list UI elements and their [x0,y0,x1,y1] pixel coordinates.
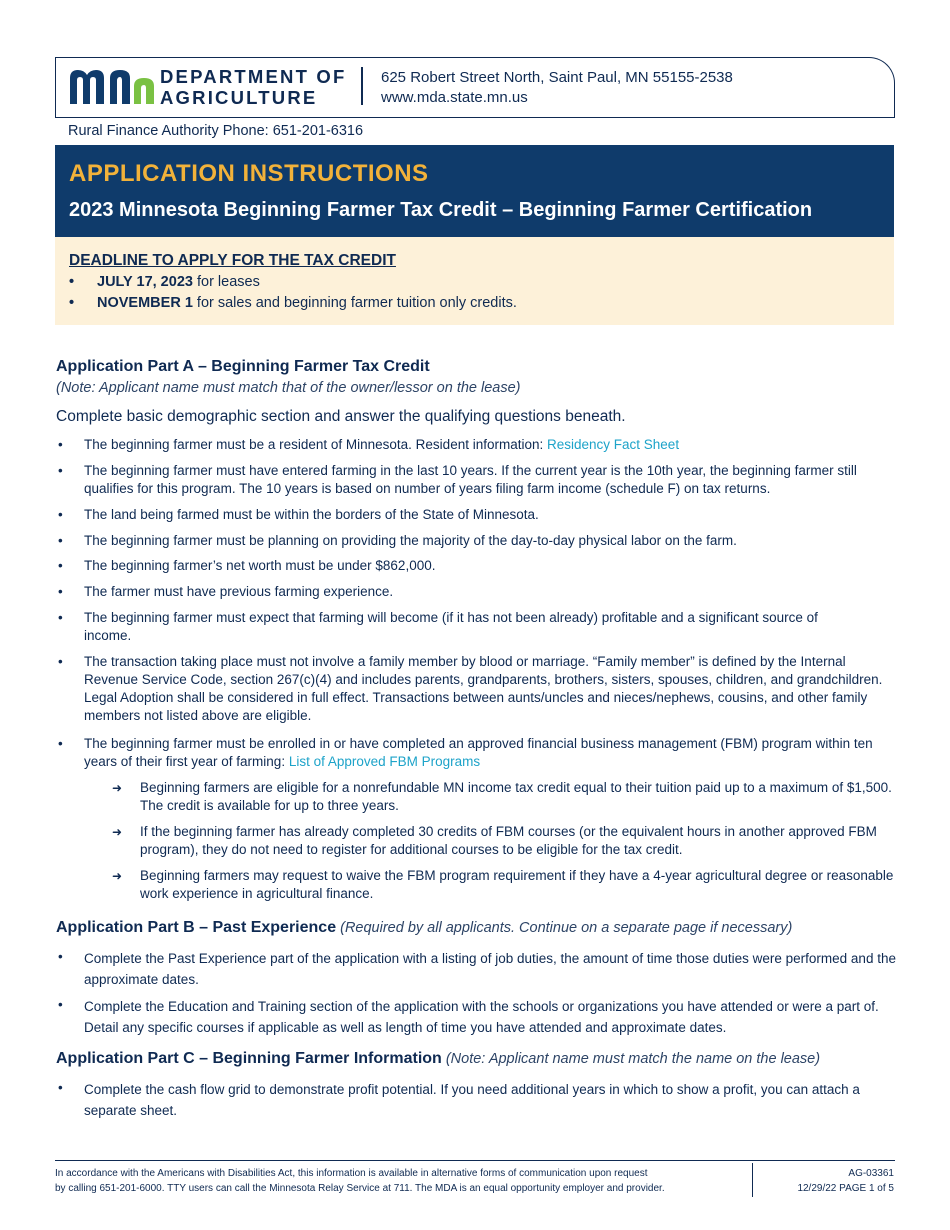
fbm-programs-link[interactable]: List of Approved FBM Programs [288,754,481,769]
bullet-text: Complete the Education and Training section of the application with the schools or organizations you have attended or were a part of. Detail any specific courses if applicable as well as length of time you have attended and approximate dates. [84,999,879,1035]
bullet-text: The beginning farmer must be a resident of Minnesota. Resident information: [84,437,547,452]
deadline-item: • NOVEMBER 1 for sales and beginning farmer tuition only credits. [69,295,517,311]
list-item: • Complete the Education and Training section of the application with the schools or organizations you have attended or were a part of. Detail any specific courses if applicable as well as length of time you have attended and approximate dates. [56,996,896,1038]
list-item: • The beginning farmer must be a resident of Minnesota. Resident information: Residency Fact Sheet [58,437,680,452]
deadline-title: DEADLINE TO APPLY FOR THE TAX CREDIT [69,252,396,269]
residency-fact-sheet-link[interactable]: Residency Fact Sheet [547,437,680,452]
footer-separator [752,1163,753,1197]
list-item: • The land being farmed must be within the borders of the State of Minnesota. [56,506,896,524]
part-c-heading [56,1050,820,1068]
part-a-heading: Application Part A – Beginning Farmer Tax Credit [56,358,430,375]
deadline-desc: for sales and beginning farmer tuition only credits. [192,295,517,311]
bullet-text: The beginning farmer must have entered farming in the last 10 years. If the current year is the 10th year, the beginning farmer still qualifies for this program. The 10 years is based on number of years filing farm income (schedule F) on tax returns. [84,463,857,496]
sub-bullet-text: Beginning farmers may request to waive the FBM program requirement if they have a 4-year agricultural degree or reasonable work experience in agricultural finance. [140,868,894,901]
sub-bullet-text: If the beginning farmer has already completed 30 credits of FBM courses (or the equivalent hours in another approved FBM program), they do not need to register for additional courses to be eligible for the tax credit. [140,824,877,857]
list-item: • The beginning farmer must be planning on providing the majority of the day-to-day physical labor on the farm. [56,532,896,550]
deadline-item: • JULY 17, 2023 for leases [69,274,260,290]
list-item: • The beginning farmer’s net worth must be under $862,000. [56,557,896,575]
part-b-note: (Required by all applicants. Continue on a separate page if necessary) [336,920,793,936]
list-item: • The beginning farmer must have entered farming in the last 10 years. If the current year is the 10th year, the beginning farmer still qualifies for this program. The 10 years is based on number of years filing farm income (schedule F) on tax returns. [56,462,896,498]
part-a-lead: Complete basic demographic section and answer the qualifying questions beneath. [56,408,626,425]
website-link[interactable]: www.mda.state.mn.us [381,89,528,106]
bullet-text: The beginning farmer must be enrolled in or have completed an approved financial business management (FBM) program within ten years of their first year of farming: [84,736,873,769]
title-band [55,145,894,237]
part-c-note: (Note: Applicant name must match the name on the lease) [441,1051,821,1067]
footer-divider [55,1160,895,1161]
bullet-text: Complete the cash flow grid to demonstrate profit potential. If you need additional years in which to show a profit, you can attach a separate sheet. [84,1082,860,1118]
bullet-text: The farmer must have previous farming experience. [84,584,394,599]
footer-form-info [797,1166,894,1196]
part-c-title: Application Part C – Beginning Farmer Information [56,1050,442,1067]
bullet-text: The land being farmed must be within the borders of the State of Minnesota. [84,507,539,522]
sub-bullet-text: Beginning farmers are eligible for a nonrefundable MN income tax credit equal to their tuition paid up to a maximum of $1,500. The credit is available for up to three years. [140,780,892,813]
arrow-icon: ➜ [112,825,123,839]
mn-logo-icon [68,68,156,104]
bullet-text: The beginning farmer must expect that farming will become (if it has not been already) profitable and a significant source of income. [84,610,818,643]
footer-line-1: In accordance with the Americans with Disabilities Act, this information is available in alternative forms of communication upon request [55,1168,648,1179]
department-name [160,66,347,108]
part-b-title: Application Part B – Past Experience [56,919,337,936]
footer-ada-notice [55,1166,745,1196]
arrow-icon: ➜ [112,869,123,883]
header-address-block [381,68,733,108]
page-subtitle: 2023 Minnesota Beginning Farmer Tax Credit – Beginning Farmer Certification [69,199,813,221]
street-address: 625 Robert Street North, Saint Paul, MN 55155-2538 [381,69,733,86]
date-page: 12/29/22 PAGE 1 of 5 [797,1183,894,1194]
list-item: • The transaction taking place must not involve a family member by blood or marriage. “Family member” is defined by the Internal Revenue Service Code, section 267(c)(4) and includes parents, grandparents, brothers, sisters, spouses, children, and grandchildren. Legal Adoption shall be considered in full effect. Transactions between aunts/uncles and nieces/nephews, cousins, and other family members not listed above are eligible. [56,653,896,725]
bullet-text: The beginning farmer’s net worth must be under $862,000. [84,558,436,573]
part-b-heading [56,919,792,937]
header-divider [361,67,363,105]
deadline-date: NOVEMBER 1 [97,295,193,311]
dept-line-2: AGRICULTURE [160,87,318,108]
list-item: • Complete the cash flow grid to demonstrate profit potential. If you need additional years in which to show a profit, you can attach a separate sheet. [56,1079,896,1121]
rfa-contact: Rural Finance Authority Phone: 651-201-6316 [68,123,364,139]
bullet-text: The transaction taking place must not involve a family member by blood or marriage. “Family member” is defined by the Internal Revenue Service Code, section 267(c)(4) and includes parents, grandparents, brothers, sisters, spouses, children, and grandchildren. Legal Adoption shall be considered in full effect. Transactions between aunts/uncles and nieces/nephews, cousins, and other family members not listed above are eligible. [84,654,883,723]
sub-list-item [112,867,896,903]
list-item: • The beginning farmer must be enrolled in or have completed an approved financial business management (FBM) program within ten years of their first year of farming: List of Approved FBM Programs [58,736,873,769]
list-item: • The farmer must have previous farming experience. [56,583,896,601]
sub-list-item [112,779,896,815]
bullet-text: The beginning farmer must be planning on providing the majority of the day-to-day physical labor on the farm. [84,533,737,548]
dept-line-1: DEPARTMENT OF [160,66,347,87]
sub-list-item [112,823,896,859]
deadline-desc: for leases [192,274,260,290]
footer-line-2: by calling 651-201-6000. TTY users can call the Minnesota Relay Service at 711. The MDA is an equal opportunity employer and provider. [55,1183,665,1194]
deadline-date: JULY 17, 2023 [97,274,193,290]
list-item: • Complete the Past Experience part of the application with a listing of job duties, the amount of time those duties were performed and the approximate dates. [56,948,896,990]
page-title: APPLICATION INSTRUCTIONS [69,160,429,187]
part-a-note: (Note: Applicant name must match that of the owner/lessor on the lease) [56,380,521,396]
list-item: • The beginning farmer must expect that farming will become (if it has not been already) profitable and a significant source of income. [56,609,826,645]
arrow-icon: ➜ [112,781,123,795]
bullet-text: Complete the Past Experience part of the application with a listing of job duties, the amount of time those duties were performed and the approximate dates. [84,951,896,987]
form-id: AG-03361 [848,1168,894,1179]
